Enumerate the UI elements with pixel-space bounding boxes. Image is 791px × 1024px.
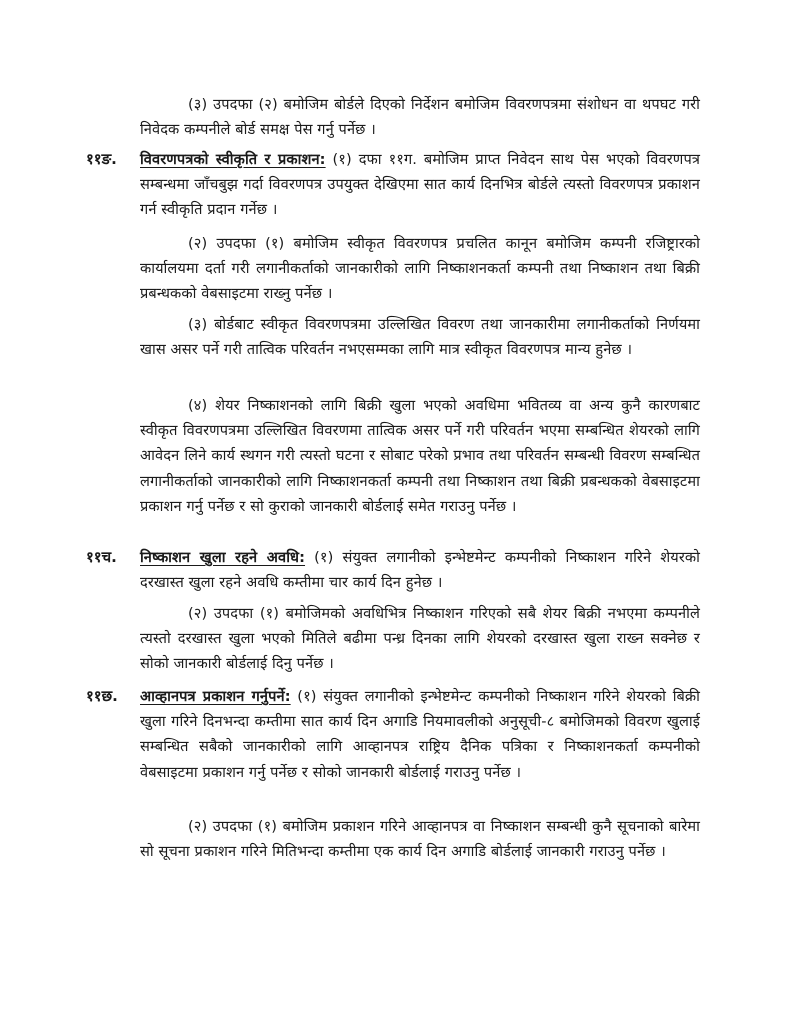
paragraph-11nga-3 xyxy=(140,312,700,362)
paragraph-text: (२) उपदफा (१) बमोजिमको अवधिभित्र निष्काशन गरिएको सबै शेयर बिक्री नभएमा कम्पनीले त्यस्तो दरखास्त खुला भएको मितिले बढीमा पन्ध्र दिनका लागि शेयरको दरखास्त खुला राख्न सक्नेछ र सोको जानकारी बोर्डलाई दिनु पर्नेछ । xyxy=(140,605,700,673)
paragraph-11gha-3 xyxy=(140,92,700,142)
paragraph-11cha-2 xyxy=(140,601,700,677)
section-number-11chha: ११छ. xyxy=(86,687,118,705)
paragraph-text: (१) संयुक्त लगानीको इन्भेष्टमेन्ट कम्पनीको निष्काशन गरिने शेयरको दरखास्त खुला रहने अवधि कम्तीमा चार कार्य दिन हुनेछ । xyxy=(140,549,700,592)
section-heading: निष्काशन खुला रहने अवधि: xyxy=(140,549,306,566)
paragraph-11nga-1 xyxy=(140,147,700,223)
section-heading: विवरणपत्रको स्वीकृति र प्रकाशन: xyxy=(140,151,326,168)
paragraph-text: (३) बोर्डबाट स्वीकृत विवरणपत्रमा उल्लिखित विवरण तथा जानकारीमा लगानीकर्ताको निर्णयमा खास असर पर्ने गरी तात्विक परिवर्तन नभएसम्मका लागि मात्र स्वीकृत विवरणपत्र मान्य हुनेछ । xyxy=(140,316,700,359)
paragraph-text: (३) उपदफा (२) बमोजिम बोर्डले दिएको निर्देशन बमोजिम विवरणपत्रमा संशोधन वा थपघट गरी निवेदक कम्पनीले बोर्ड समक्ष पेस गर्नु पर्नेछ । xyxy=(140,96,700,139)
paragraph-text: (२) उपदफा (१) बमोजिम स्वीकृत विवरणपत्र प्रचलित कानून बमोजिम कम्पनी रजिष्ट्रारको कार्यालयमा दर्ता गरी लगानीकर्ताको जानकारीको लागि निष्काशनकर्ता कम्पनी तथा निष्काशन तथा बिक्री प्रबन्धकको वेबसाइटमा राख्नु पर्नेछ । xyxy=(140,235,700,303)
section-number-11cha: ११च. xyxy=(86,548,117,566)
paragraph-11cha-1 xyxy=(140,545,700,595)
paragraph-text: (१) संयुक्त लगानीको इन्भेष्टमेन्ट कम्पनीको निष्काशन गरिने शेयरको बिक्री खुला गरिने दिनभन्दा कम्तीमा सात कार्य दिन अगाडि नियमावलीको अनुसूची-८ बमोजिमको विवरण खुलाई सम्बन्धित सबैको जानकारीको लागि आव्हानपत्र राष्ट्रिय दैनिक पत्रिका र निष्काशनकर्ता कम्पनीको वेबसाइटमा प्रकाशन गर्नु पर्नेछ र सोको जानकारी बोर्डलाई गराउनु पर्नेछ । xyxy=(140,688,700,781)
paragraph-11chha-1 xyxy=(140,684,700,785)
paragraph-text: (४) शेयर निष्काशनको लागि बिक्री खुला भएको अवधिमा भवितव्य वा अन्य कुनै कारणबाट स्वीकृत विवरणपत्रमा उल्लिखित विवरणमा तात्विक असर पर्ने गरी परिवर्तन भएमा सम्बन्धित शेयरको लागि आवेदन लिने कार्य स्थगन गरी त्यस्तो घटना र सोबाट परेको प्रभाव तथा परिवर्तन सम्बन्धी विवरण सम्बन्धित लगानीकर्ताको जानकारीको लागि निष्काशनकर्ता कम्पनी तथा निष्काशन तथा बिक्री प्रबन्धकको वेबसाइटमा प्रकाशन गर्नु पर्नेछ र सो कुराको जानकारी बोर्डलाई समेत गराउनु पर्नेछ । xyxy=(140,397,700,515)
section-heading: आव्हानपत्र प्रकाशन गर्नुपर्ने: xyxy=(140,688,291,705)
paragraph-11nga-2 xyxy=(140,231,700,307)
paragraph-11chha-2 xyxy=(140,814,700,864)
paragraph-11nga-4 xyxy=(140,393,700,519)
section-number-11nga: ११ङ. xyxy=(86,150,117,168)
paragraph-text: (१) दफा ११ग. बमोजिम प्राप्त निवेदन साथ पेस भएको विवरणपत्र सम्बन्धमा जाँचबुझ गर्दा विवरणपत्र उपयुक्त देखिएमा सात कार्य दिनभित्र बोर्डले त्यस्तो विवरणपत्र प्रकाशन गर्न स्वीकृति प्रदान गर्नेछ । xyxy=(140,151,700,219)
paragraph-text: (२) उपदफा (१) बमोजिम प्रकाशन गरिने आव्हानपत्र वा निष्काशन सम्बन्धी कुनै सूचनाको बारेमा सो सूचना प्रकाशन गरिने मितिभन्दा कम्तीमा एक कार्य दिन अगाडि बोर्डलाई जानकारी गराउनु पर्नेछ । xyxy=(140,818,700,861)
